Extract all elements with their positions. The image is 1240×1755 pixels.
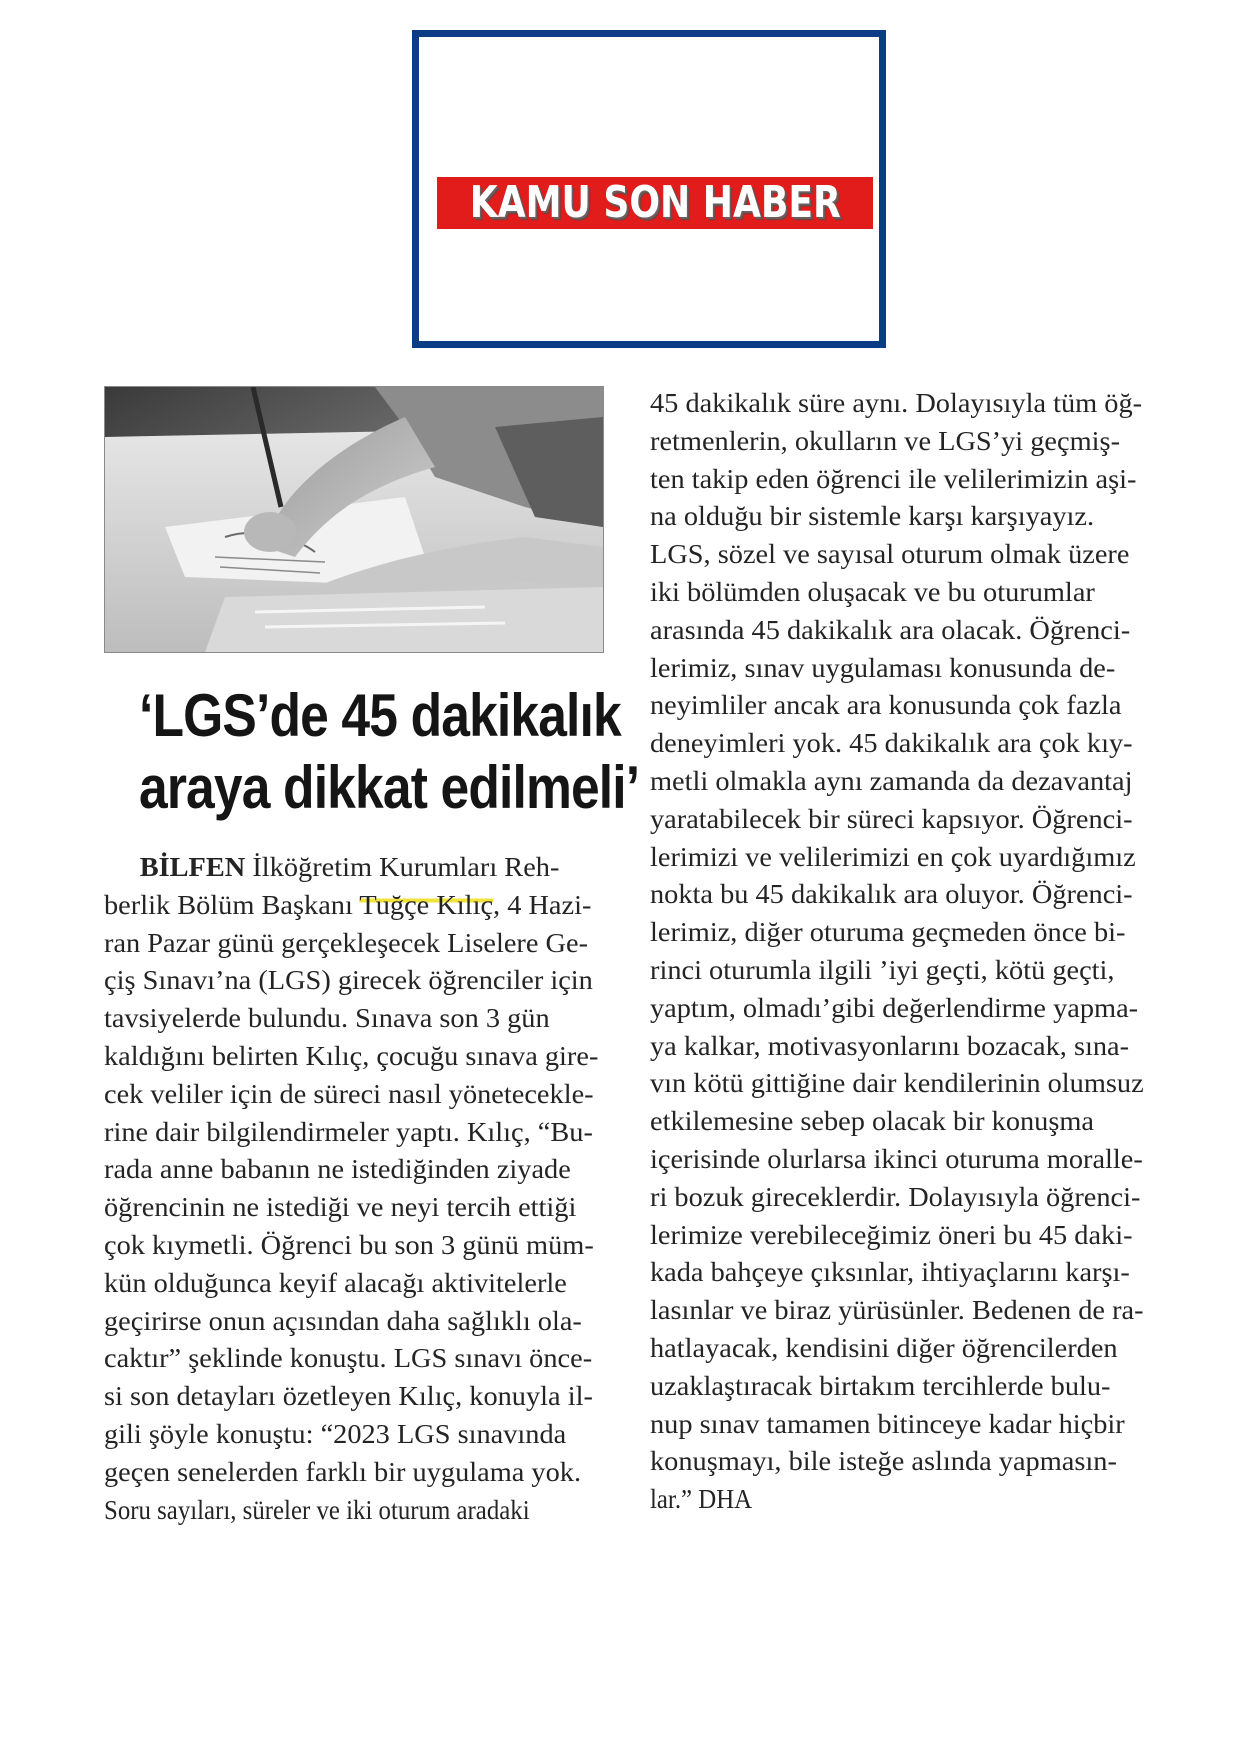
article-right-column xyxy=(650,385,1160,1519)
article-photo xyxy=(104,386,604,653)
article-line: lerimiz, diğer oturuma geçmeden önce bi- xyxy=(650,917,1126,948)
headline-line-2: araya dikkat edilmeli’ xyxy=(139,754,640,821)
highlighted-name: Tuğçe Kılıç xyxy=(359,889,494,920)
article-line: ri bozuk gireceklerdir. Dolayısıyla öğrenci- xyxy=(650,1181,1141,1212)
exam-photo-illustration xyxy=(105,387,603,652)
article-line: 45 dakikalık süre aynı. Dolayısıyla tüm öğ- xyxy=(650,388,1143,418)
article-line: konuşmayı, bile isteğe aslında yapmasın- xyxy=(650,1446,1117,1477)
article-line: geçirirse onun açısından daha sağlıklı ola- xyxy=(104,1305,582,1336)
article-line: cek veliler için de süreci nasıl yönetecekle- xyxy=(104,1078,594,1109)
article-line: ten takip eden öğrenci ile velilerimizin aşi- xyxy=(650,463,1137,494)
article-line: lerimizi ve velilerimizi en çok uyardığımız xyxy=(650,841,1136,872)
article-line: öğrencinin ne istediği ve neyi tercih ettiği xyxy=(104,1192,577,1223)
article-line: yaptım, olmadı’gibi değerlendirme yapma- xyxy=(650,992,1139,1023)
article-line: arasında 45 dakikalık ara olacak. Öğrenci- xyxy=(650,614,1131,645)
article-left-column xyxy=(104,849,604,1529)
article-line: lar.” DHA xyxy=(650,1484,753,1515)
article-line: metli olmakla aynı zamanda da dezavantaj xyxy=(650,765,1133,796)
article-line: çok kıymetli. Öğrenci bu son 3 günü müm- xyxy=(104,1229,594,1260)
article-line: lerimiz, sınav uygulaması konusunda de- xyxy=(650,652,1116,683)
article-line: rada anne babanın ne istediğinden ziyade xyxy=(104,1154,571,1185)
article-line: içerisinde olurlarsa ikinci oturuma moralle- xyxy=(650,1143,1143,1174)
article-line: yaratabilecek bir süreci kapsıyor. Öğrenci- xyxy=(650,803,1133,834)
article-line: rinci oturumla ilgili ’iyi geçti, kötü geçti, xyxy=(650,954,1115,985)
article-lead: BİLFEN xyxy=(139,852,246,882)
article-line: ran Pazar günü gerçekleşecek Liselere Ge- xyxy=(104,927,589,958)
article-line: hatlayacak, kendisini diğer öğrencilerden xyxy=(650,1332,1118,1363)
article-line: rine dair bilgilendirmeler yaptı. Kılıç, “Bu- xyxy=(104,1116,593,1147)
article-line: etkilemesine sebep olacak bir konuşma xyxy=(650,1106,1095,1137)
article-line: nokta bu 45 dakikalık ara oluyor. Öğrenci- xyxy=(650,879,1133,910)
article-line: nup sınav tamamen bitinceye kadar hiçbir xyxy=(650,1408,1125,1439)
article-line-text: berlik Bölüm Başkanı xyxy=(104,889,360,920)
article-line: na olduğu bir sistemle karşı karşıyayız. xyxy=(650,501,1095,532)
article-line: kün olduğunca keyif alacağı aktivitelerle xyxy=(104,1267,567,1298)
article-line: kaldığını belirten Kılıç, çocuğu sınava gire- xyxy=(104,1040,599,1071)
article-line: caktır” şeklinde konuştu. LGS sınavı önce- xyxy=(104,1343,593,1374)
article-line xyxy=(104,849,629,887)
headline xyxy=(104,680,640,824)
article-line: çiş Sınavı’na (LGS) girecek öğrenciler için xyxy=(104,965,593,996)
article-line: neyimliler ancak ara konusunda çok fazla xyxy=(650,690,1122,721)
article-line-text: İlköğretim Kurumları Reh- xyxy=(245,852,560,882)
article-line: iki bölümden oluşacak ve bu oturumlar xyxy=(650,576,1095,607)
article-line: retmenlerin, okulların ve LGS’yi geçmiş- xyxy=(650,425,1121,456)
article-line: uzaklaştıracak birtakım tercihlerde bulu- xyxy=(650,1370,1111,1401)
article-line: geçen senelerden farklı bir uygulama yok. xyxy=(104,1456,582,1487)
article-line-text: , 4 Hazi- xyxy=(493,889,592,920)
article-line: si son detayları özetleyen Kılıç, konuyla il- xyxy=(104,1381,593,1412)
article-line: tavsiyelerde bulundu. Sınava son 3 gün xyxy=(104,1003,550,1034)
article-line: LGS, sözel ve sayısal oturum olmak üzere xyxy=(650,539,1130,570)
article-line: gili şöyle konuştu: “2023 LGS sınavında xyxy=(104,1418,567,1449)
article-line: lerimize verebileceğimiz öneri bu 45 daki- xyxy=(650,1219,1133,1250)
article-line: ya kalkar, motivasyonlarını bozacak, sına- xyxy=(650,1030,1130,1061)
logo-box xyxy=(412,30,886,348)
logo-text: KAMU SON HABER xyxy=(469,177,841,228)
logo-banner xyxy=(437,177,873,229)
headline-line-1: ‘LGS’de 45 dakikalık xyxy=(139,682,621,749)
article-line xyxy=(104,887,629,925)
article-line: lasınlar ve biraz yürüsünler. Bedenen de ra- xyxy=(650,1295,1144,1326)
article-line: kada bahçeye çıksınlar, ihtiyaçlarını karşı- xyxy=(650,1257,1130,1288)
article-line: vın kötü gittiğine dair kendilerinin olumsuz xyxy=(650,1068,1144,1099)
article-line: deneyimleri yok. 45 dakikalık ara çok kıy- xyxy=(650,728,1133,759)
article-line: Soru sayıları, süreler ve iki oturum aradaki xyxy=(104,1494,530,1525)
